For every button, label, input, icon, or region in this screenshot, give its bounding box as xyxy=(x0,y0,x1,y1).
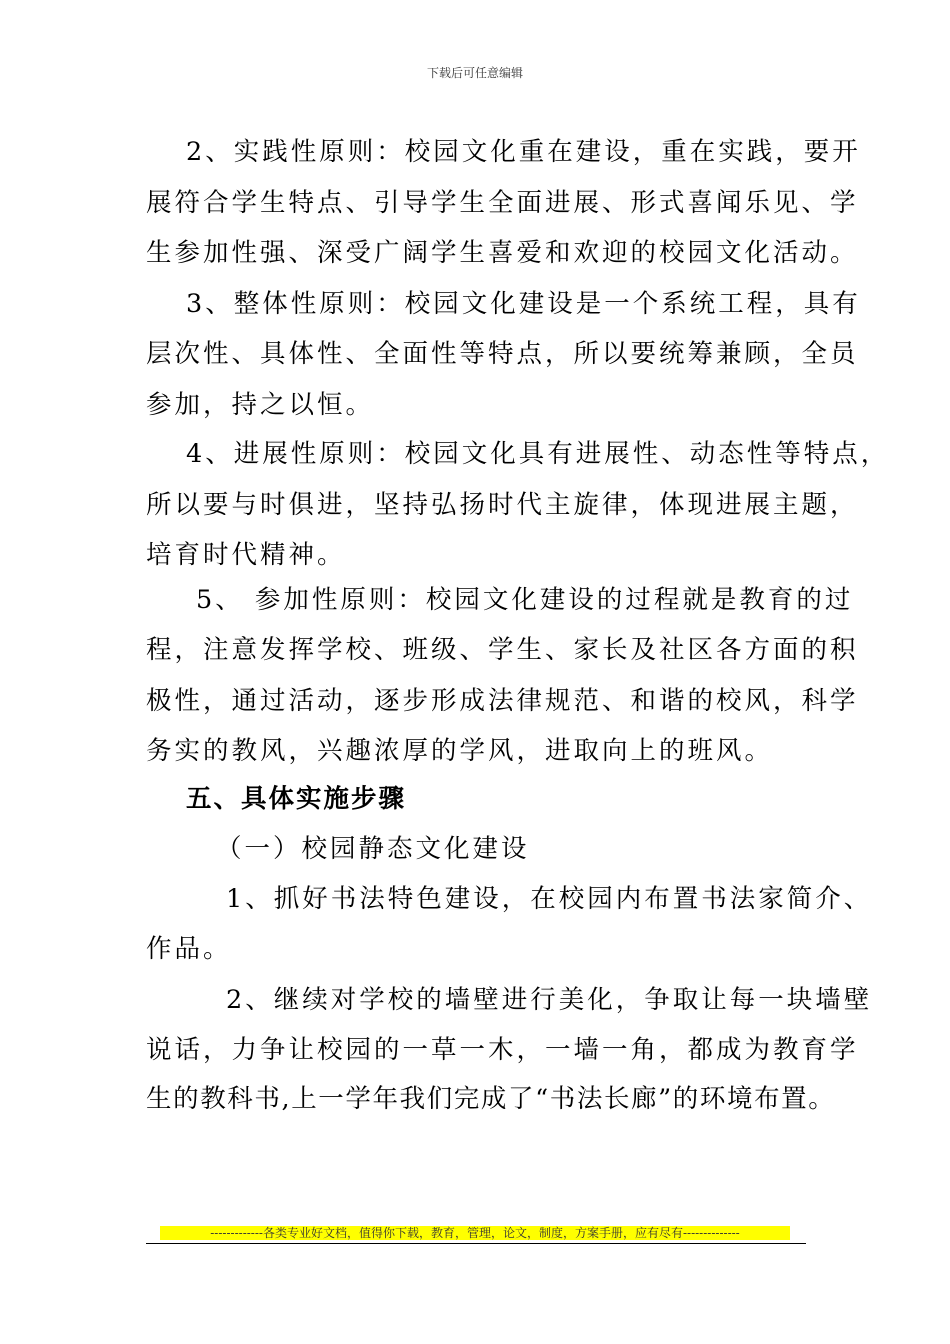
paragraph-line: 程，注意发挥学校、班级、学生、家长及社区各方面的积 xyxy=(146,635,859,665)
paragraph-line: 务实的教风，兴趣浓厚的学风，进取向上的班风。 xyxy=(146,736,774,766)
paragraph-line: 层次性、具体性、全面性等特点，所以要统筹兼顾，全员 xyxy=(146,339,859,369)
subsection-heading: （一）校园静态文化建设 xyxy=(216,834,530,864)
paragraph-line: 2、继续对学校的墙壁进行美化，争取让每一块墙壁 xyxy=(226,985,873,1015)
paragraph-line: 作品。 xyxy=(146,934,232,964)
header-note: 下载后可任意编辑 xyxy=(426,66,523,80)
paragraph-line: 5、 参加性原则：校园文化建设的过程就是教育的过 xyxy=(196,585,854,615)
paragraph-line: 1、抓好书法特色建设，在校园内布置书法家简介、 xyxy=(226,884,873,914)
paragraph-line: 3、整体性原则：校园文化建设是一个系统工程，具有 xyxy=(186,289,861,319)
paragraph-line: 展符合学生特点、引导学生全面进展、形式喜闻乐见、学 xyxy=(146,188,859,218)
paragraph-line: 培育时代精神。 xyxy=(146,540,346,570)
paragraph-line: 极性，通过活动，逐步形成法律规范、和谐的校风，科学 xyxy=(146,686,859,716)
footer-banner: -------------各类专业好文档，值得你下载，教育，管理，论文，制度，方案手册，应有尽有-------------- xyxy=(160,1226,790,1240)
paragraph-line: 2、实践性原则：校园文化重在建设，重在实践，要开 xyxy=(186,137,861,167)
section-heading: 五、具体实施步骤 xyxy=(186,784,407,814)
paragraph-line: 参加，持之以恒。 xyxy=(146,390,375,420)
paragraph-line: 生的教科书,上一学年我们完成了“书法长廊”的环境布置。 xyxy=(146,1084,836,1114)
paragraph-line: 说话，力争让校园的一草一木，一墙一角，都成为教育学 xyxy=(146,1035,859,1065)
paragraph-line: 4、进展性原则：校园文化具有进展性、动态性等特点， xyxy=(186,439,890,469)
paragraph-line: 所以要与时俱进，坚持弘扬时代主旋律，体现进展主题， xyxy=(146,490,859,520)
footer-divider xyxy=(146,1243,806,1244)
paragraph-line: 生参加性强、深受广阔学生喜爱和欢迎的校园文化活动。 xyxy=(146,238,859,268)
